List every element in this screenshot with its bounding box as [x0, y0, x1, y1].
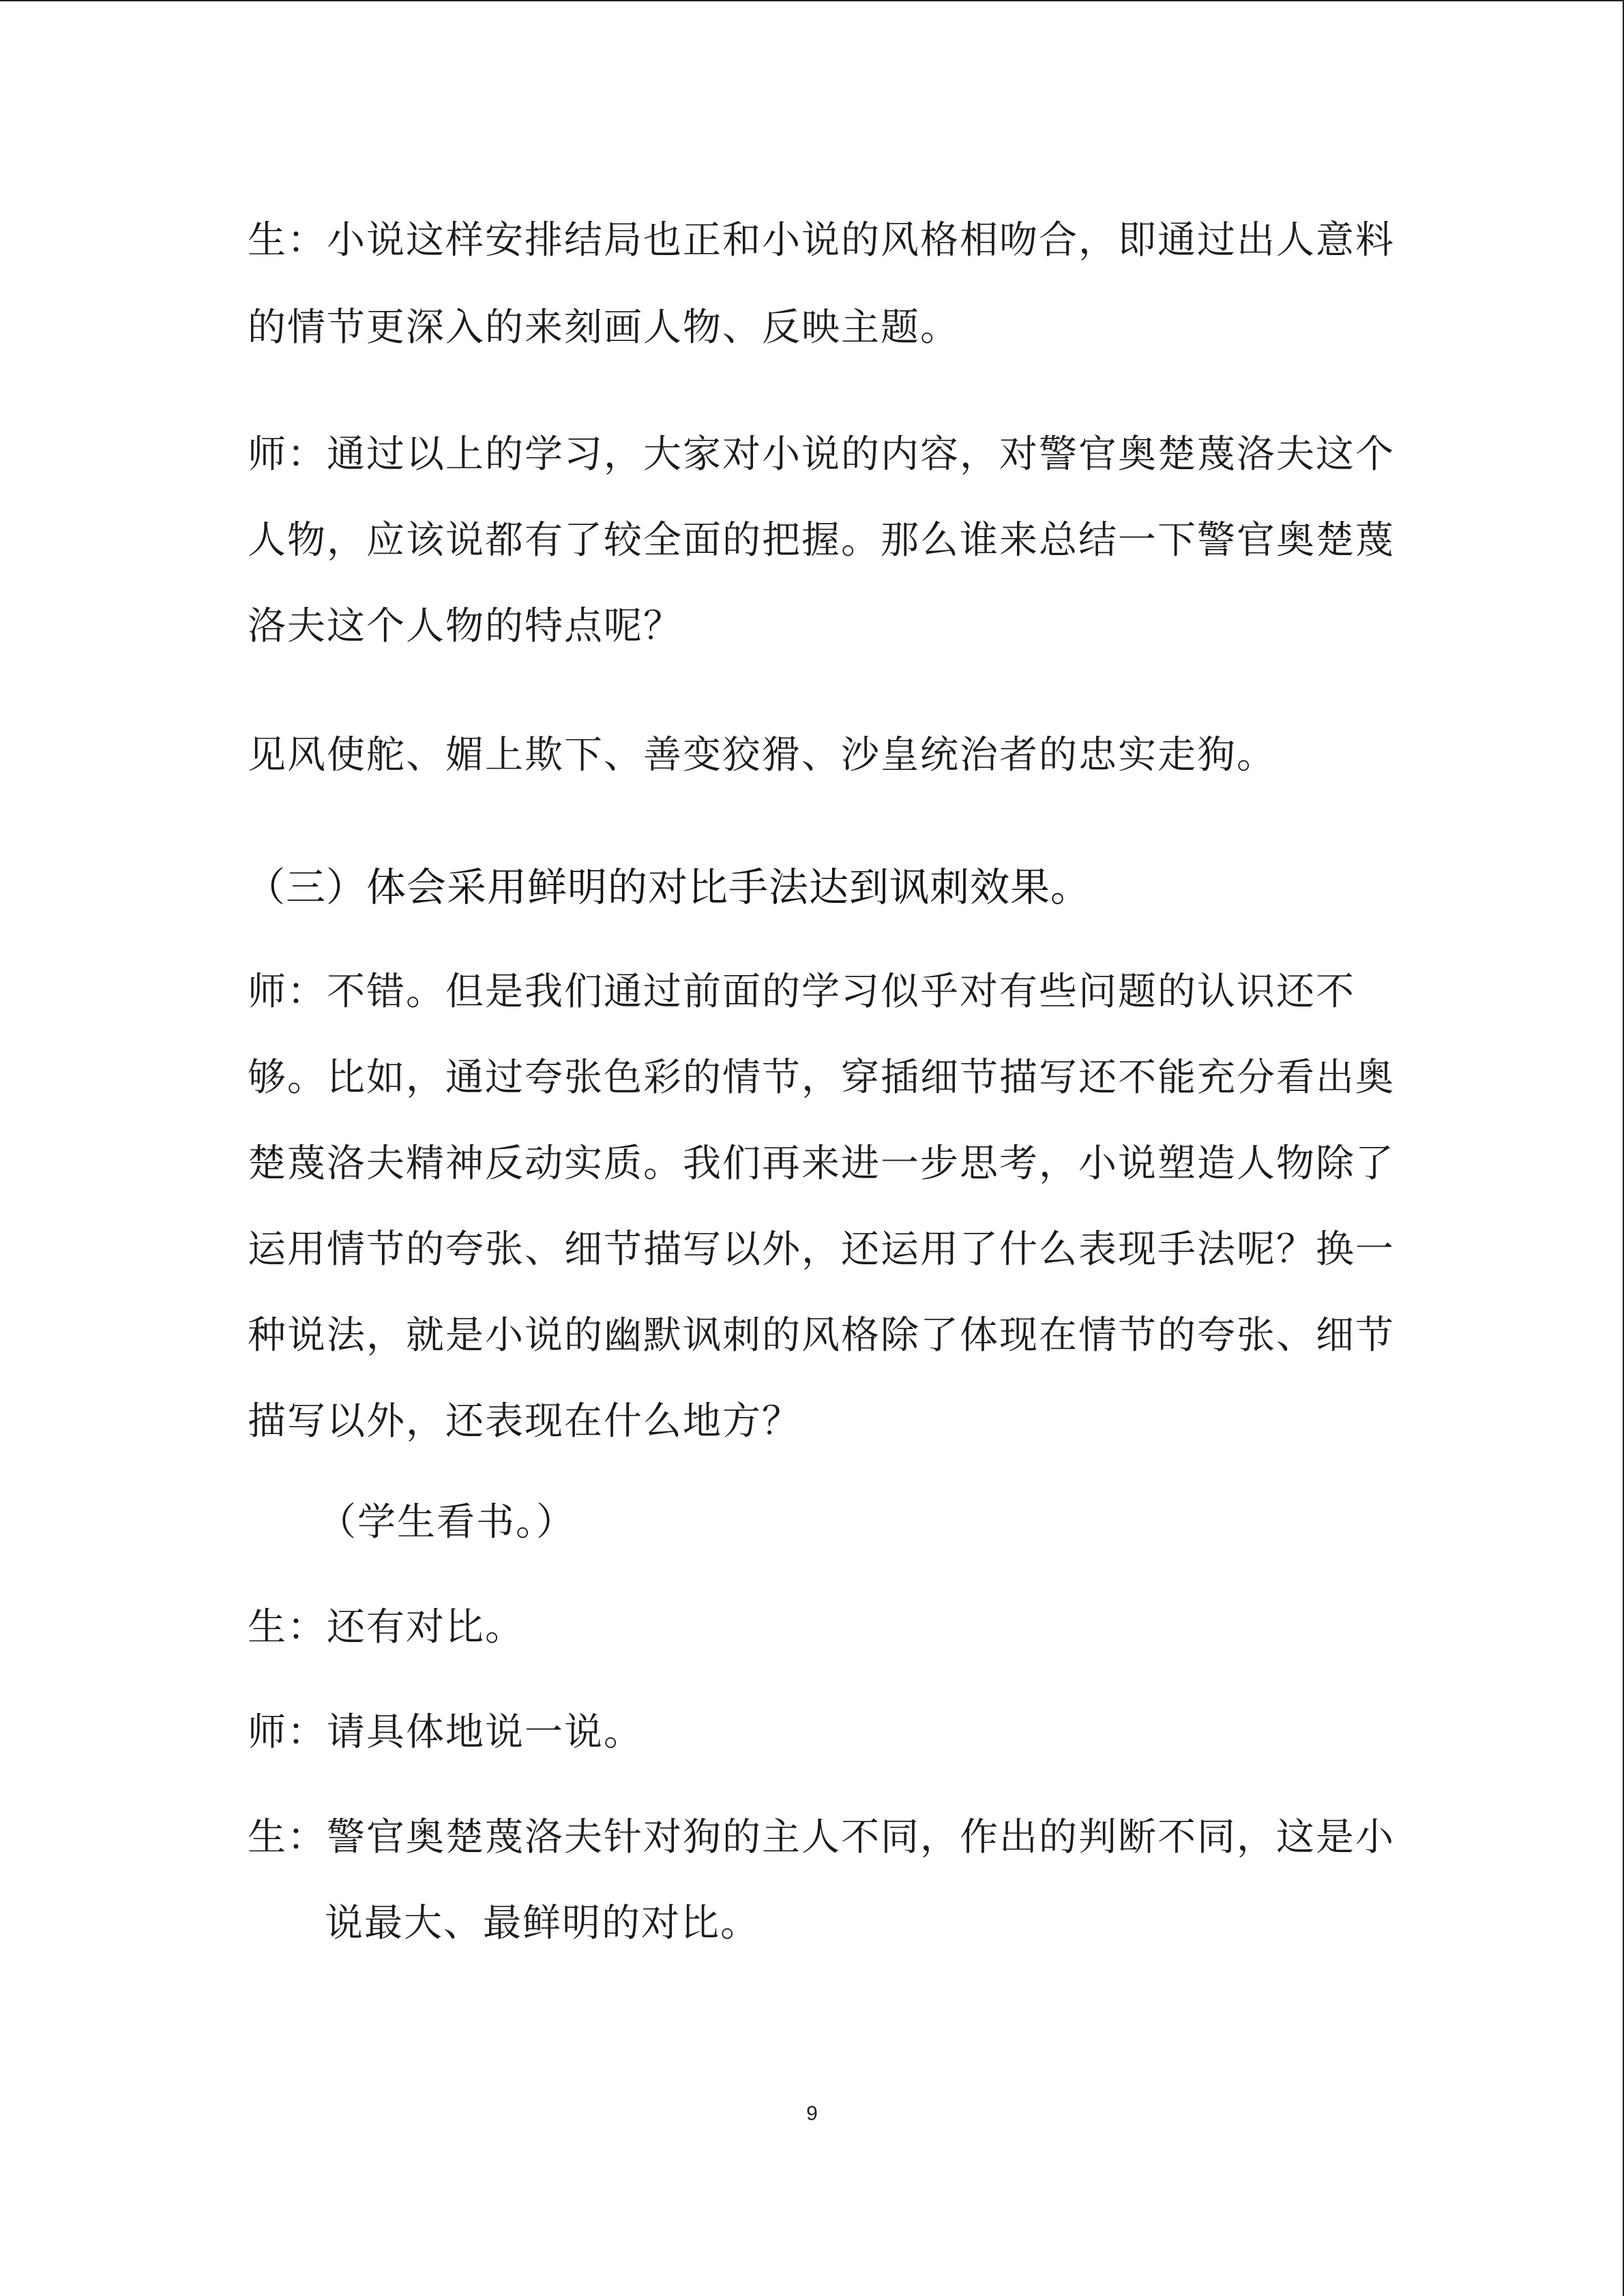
text-line: 描写以外，还表现在什么地方？	[248, 1399, 801, 1444]
text-line: 洛夫这个人物的特点呢？	[248, 604, 683, 648]
text-line: 见风使舵、媚上欺下、善变狡猾、沙皇统治者的忠实走狗。	[248, 733, 1276, 777]
text-line: 师：通过以上的学习，大家对小说的内容，对警官奥楚蔑洛夫这个	[248, 432, 1395, 477]
text-line: 生：警官奥楚蔑洛夫针对狗的主人不同，作出的判断不同，这是小	[248, 1815, 1395, 1860]
text-line: 师：请具体地说一说。	[248, 1710, 643, 1755]
text-line: 说最大、最鲜明的对比。	[325, 1901, 760, 1945]
text-line: 运用情节的夸张、细节描写以外，还运用了什么表现手法呢？换一	[248, 1227, 1395, 1272]
stage-note: （学生看书。）	[318, 1500, 576, 1545]
text-line: 人物，应该说都有了较全面的把握。那么谁来总结一下警官奥楚蔑	[248, 518, 1395, 563]
text-line: 的情节更深入的来刻画人物、反映主题。	[248, 305, 960, 350]
text-line: 楚蔑洛夫精神反动实质。我们再来进一步思考，小说塑造人物除了	[248, 1142, 1395, 1186]
text-line: 生：小说这样安排结局也正和小说的风格相吻合，即通过出人意料	[248, 218, 1395, 263]
text-line: 够。比如，通过夸张色彩的情节，穿插细节描写还不能充分看出奥	[248, 1056, 1395, 1100]
section-heading: （三）体会采用鲜明的对比手法达到讽刺效果。	[246, 864, 1091, 910]
text-line: 师：不错。但是我们通过前面的学习似乎对有些问题的认识还不	[248, 970, 1355, 1014]
text-line: 生：还有对比。	[248, 1605, 525, 1650]
page-number: 9	[806, 2102, 818, 2125]
text-line: 种说法，就是小说的幽默讽刺的风格除了体现在情节的夸张、细节	[248, 1313, 1395, 1358]
